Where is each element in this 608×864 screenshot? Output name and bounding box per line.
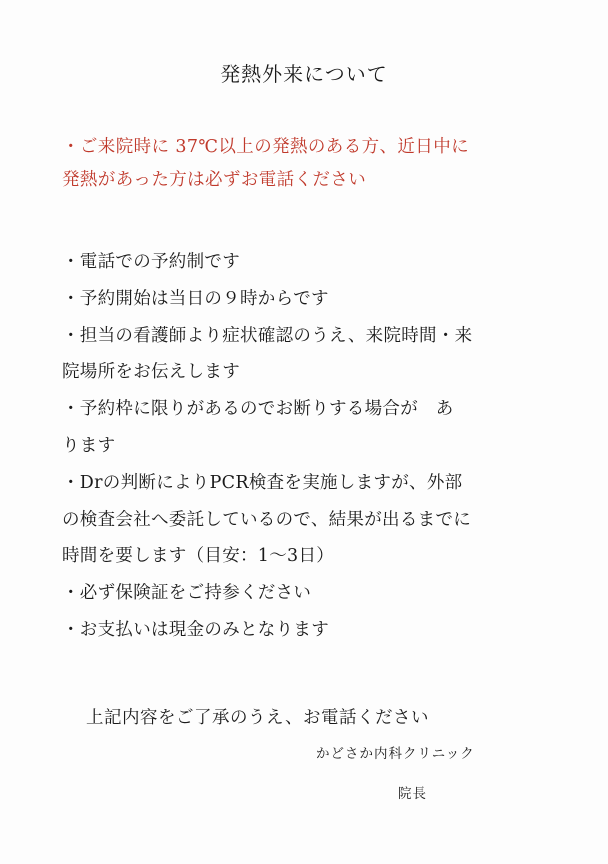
notice-line: ・ご来院時に 37℃以上の発熱のある方、近日中に: [62, 137, 470, 157]
closing-request: 上記内容をご了承のうえ、お電話ください: [86, 708, 430, 728]
list-item: ・予約開始は当日の９時からです: [62, 288, 329, 309]
page-title: 発熱外来について: [220, 62, 388, 86]
notice-line: 発熱があった方は必ずお電話ください: [62, 170, 367, 190]
list-item: ・電話での予約制です: [62, 252, 240, 272]
list-item-continuation: の検査会社へ委託しているので、結果が出るまでに: [62, 509, 472, 530]
list-item: ・必ず保険証をご持参ください: [62, 583, 312, 604]
rules-list: [62, 244, 562, 649]
list-item: ・お支払いは現金のみとなります: [62, 619, 329, 640]
list-item: ・担当の看護師より症状確認のうえ、来院時間・来: [62, 325, 473, 346]
director-signature: 院長: [398, 786, 427, 802]
list-item: ・予約枠に限りがあるのでお断りする場合が あ: [62, 399, 454, 420]
list-item-continuation: 院場所をお伝えします: [62, 362, 240, 383]
list-item-continuation: 時間を要します（目安：1〜3日）: [62, 546, 335, 567]
list-item: ・Drの判断によりPCR検査を実施しますが、外部: [62, 472, 463, 493]
clinic-name: かどさか内科クリニック: [316, 746, 475, 762]
fever-call-notice: [62, 131, 562, 197]
list-item-continuation: ります: [62, 435, 116, 456]
